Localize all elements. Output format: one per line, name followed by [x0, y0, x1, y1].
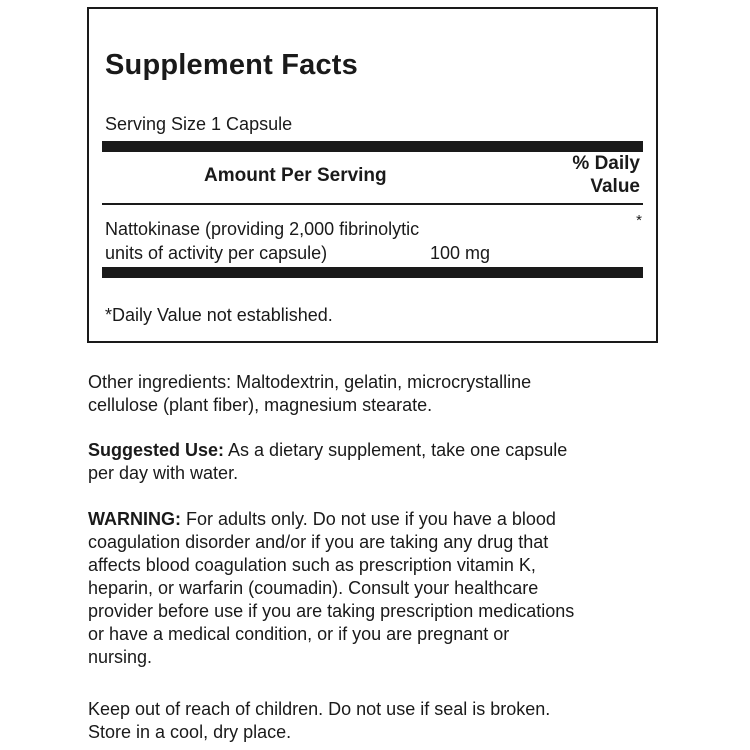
storage-instructions [88, 698, 688, 744]
storage-line2: Store in a cool, dry place. [88, 722, 292, 742]
warning-line5: provider before use if you are taking prescription medications [88, 601, 575, 621]
suggested-use [88, 439, 688, 485]
warning-line7: nursing. [88, 647, 153, 667]
nutrient-name [105, 217, 419, 265]
daily-value-header-line1: % Daily [572, 153, 640, 174]
other-ingredients-line1: Other ingredients: Maltodextrin, gelatin, microcrystalline [88, 372, 532, 392]
nutrient-name-line1: Nattokinase (providing 2,000 fibrinolytic [105, 219, 420, 239]
warning-line2: coagulation disorder and/or if you are taking any drug that [88, 532, 549, 552]
warning-line6: or have a medical condition, or if you are pregnant or [88, 624, 510, 644]
thick-divider [102, 141, 643, 152]
amount-per-serving-header: Amount Per Serving [204, 165, 387, 186]
other-ingredients [88, 371, 688, 417]
nutrient-name-line2: units of activity per capsule) [105, 243, 328, 263]
warning-label: WARNING: [88, 509, 181, 529]
warning-line3: affects blood coagulation such as prescription vitamin K, [88, 555, 536, 575]
thick-divider [102, 267, 643, 278]
nutrient-amount: 100 mg [430, 243, 491, 263]
daily-value-header-line2: Value [590, 176, 640, 197]
warning-line1: For adults only. Do not use if you have a blood [181, 509, 556, 529]
supplement-facts-panel [87, 7, 658, 343]
thin-divider [102, 203, 643, 205]
other-ingredients-line2: cellulose (plant fiber), magnesium stearate. [88, 395, 433, 415]
suggested-use-label: Suggested Use: [88, 440, 225, 460]
serving-size: Serving Size 1 Capsule [105, 114, 293, 134]
daily-value-footnote: *Daily Value not established. [105, 305, 333, 325]
storage-line1: Keep out of reach of children. Do not use if seal is broken. [88, 699, 551, 719]
warning [88, 508, 688, 669]
nutrient-daily-value: * [636, 212, 642, 229]
daily-value-header [572, 152, 640, 198]
panel-title: Supplement Facts [105, 49, 358, 81]
suggested-use-line1: As a dietary supplement, take one capsule [224, 440, 568, 460]
warning-line4: heparin, or warfarin (coumadin). Consult your healthcare [88, 578, 539, 598]
suggested-use-line2: per day with water. [88, 463, 239, 483]
